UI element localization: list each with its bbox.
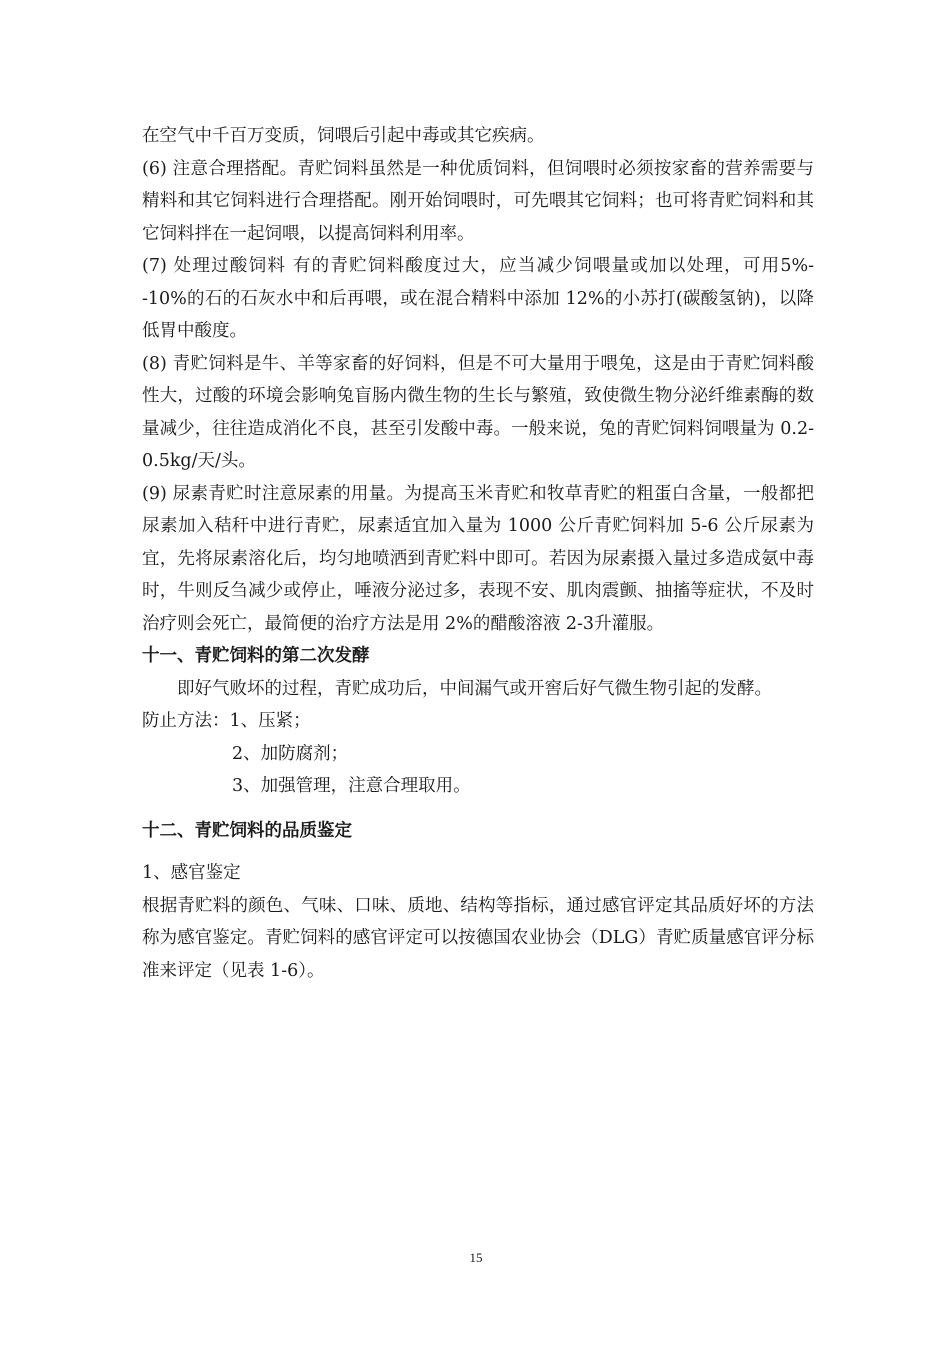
prevention-methods-label: 防止方法：1、压紧； — [142, 711, 311, 731]
section-heading-12: 十二、青贮饲料的品质鉴定 — [142, 820, 352, 841]
section-heading-11: 十一、青贮饲料的第二次发酵 — [142, 646, 370, 666]
spacer — [142, 847, 814, 857]
subsection-sensory-evaluation: 1、感官鉴定 — [142, 863, 241, 883]
section-11-intro: 即好气败坏的过程，青贮成功后，中间漏气或开窖后好气微生物引起的发酵。 — [177, 678, 772, 699]
page-content — [142, 120, 814, 987]
paragraph-item-8: (8) 青贮饲料是牛、羊等家畜的好饲料，但是不可大量用于喂兔，这是由于青贮饲料酸性大，过酸的环境会影响兔盲肠内微生物的生长与繁殖，致使微生物分泌纤维素酶的数量减少，往往造成消化不良，甚至引发酸中毒。一般来说，兔的青贮饲料饲喂量为 0.2-0.5kg/天/头。 — [142, 353, 814, 471]
spacer — [142, 803, 814, 815]
page-number: 15 — [469, 1250, 483, 1265]
paragraph-item-9: (9) 尿素青贮时注意尿素的用量。为提高玉米青贮和牧草青贮的粗蛋白含量，一般都把尿素加入秸秆中进行青贮，尿素适宜加入量为 1000 公斤青贮饲料加 5-6 公斤尿素为宜，先将尿素溶化后，均匀地喷洒到青贮料中即可。若因为尿素摄入量过多造成氨中毒时，牛则反刍减少或停止，唾液分泌过多，表现不安、肌肉震颤、抽搐等症状，不及时治疗则会死亡，最简便的治疗方法是用 2%的醋酸溶液 2-3升灌服。 — [142, 483, 814, 634]
prevention-method-3: 3、加强管理，注意合理取用。 — [232, 776, 471, 796]
paragraph-continuation: 在空气中千百万变质，饲喂后引起中毒或其它疾病。 — [142, 126, 545, 146]
section-12-body: 根据青贮料的颜色、气味、口味、质地、结构等指标，通过感官评定其品质好坏的方法称为感官鉴定。青贮饲料的感官评定可以按德国农业协会（DLG）青贮质量感官评分标准来评定（见表 1-6）。 — [142, 895, 814, 981]
paragraph-item-6: (6) 注意合理搭配。青贮饲料虽然是一种优质饲料，但饲喂时必须按家畜的营养需要与精料和其它饲料进行合理搭配。刚开始饲喂时，可先喂其它饲料；也可将青贮饲料和其它饲料拌在一起饲喂，以提高饲料利用率。 — [142, 158, 814, 244]
paragraph-item-7: (7) 处理过酸饲料 有的青贮饲料酸度过大，应当减少饲喂量或加以处理，可用5%--10%的石的石灰水中和后再喂，或在混合精料中添加 12%的小苏打(碳酸氢钠)，以降低胃中酸度。 — [142, 256, 814, 341]
prevention-method-2: 2、加防腐剂； — [232, 743, 349, 764]
